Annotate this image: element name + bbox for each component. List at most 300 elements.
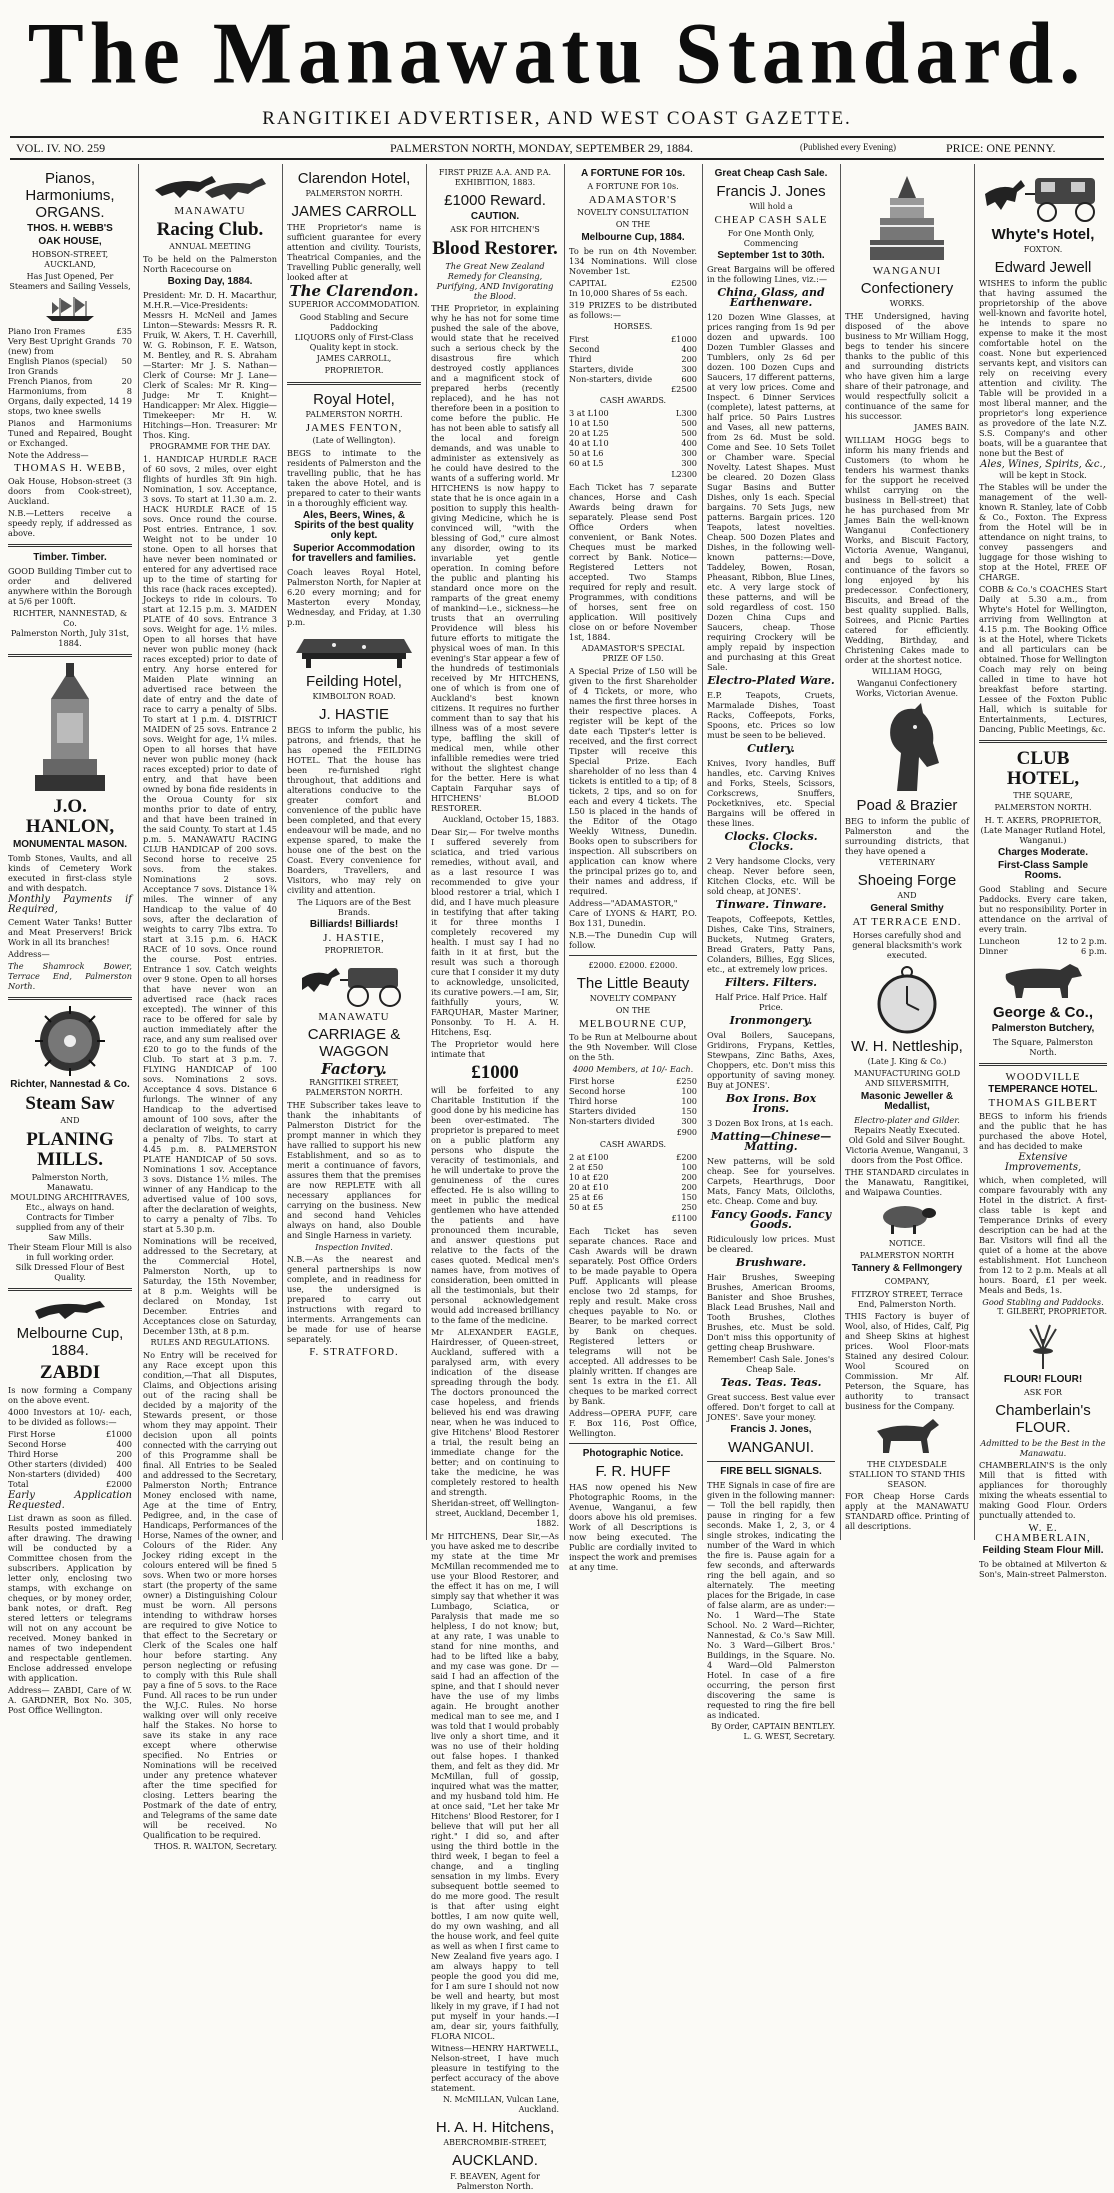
confectionery-heading: Confectionery xyxy=(860,280,954,297)
royal-place: PALMERSTON NORTH. xyxy=(305,410,403,419)
hogg-signature-works: Wanganui Confectionery Works, Victorian Avenue. xyxy=(855,679,959,698)
saw-heading-2: PLANING MILLS. xyxy=(26,1129,114,1170)
beauty-on: ON THE xyxy=(615,1006,651,1015)
list-item: First Horse £1000 xyxy=(8,1429,132,1439)
jones-clocks-text: 2 Very handsome Clocks, very cheap. Never before seen, Kitchen Clocks, etc. Will be sold cheap, at JONES'. xyxy=(707,856,835,896)
list-item: Third Horse 200 xyxy=(8,1449,132,1459)
fire-text: THE Signals in case of fire are given in the following manner:— Toll the bell rapidly, then pause in ringing for a few seconds. Make 1, 2, 3, or 4 single strokes, indicating the number of the Ward in which the fire is. Pause again for a few seconds, and afterwards ring the bell again, and so alternately. The meeting places for the Brigade, in case of false alarm, are as under:— No. 1 Ward—The State School. No. 2 Ward—Richter, Nannestad, & Co.'s Saw Mill. No. 3 Ward—Gilbert Bros.' Buildings, in the Square. No. 4 Ward—Old Palmerston Hotel. In case of a fire occurring, the person first discovering the same is requested to ring the fire bell as indicated. xyxy=(707,1480,835,1720)
nettleship-repairs: Repairs Neatly Executed. xyxy=(854,1125,960,1135)
draught-horse-illustration xyxy=(867,1415,947,1455)
jones-tinware-text: Teapots, Coffeepots, Kettles, Dishes, Cake Tins, Strainers, Buckets, Nutmeg Graters, Bread Graters, Patty Pans, Colanders, Billies, Egg Slices, etc., at extremely low prices. xyxy=(707,914,835,974)
blood-reward: £1000 Reward. xyxy=(444,192,546,209)
newspaper-title: The Manawatu Standard. xyxy=(27,4,1087,103)
woodville-text-2: which, when completed, will compare favourably with any Hotel in the district. A first-class table is kept and Temperance Drinks of every description can be had at the Bar. Visitors will find all the quiet of a home at the above establishment. Hot Luncheon from 12 to 2 p.m. Meals at all hours. Board, £1 per week. Meals and Beds, 1s. xyxy=(979,1175,1107,1295)
masthead xyxy=(0,0,1114,155)
list-item: Luncheon 12 to 2 p.m. xyxy=(979,936,1107,946)
jones-matting-heading: Matting—Chinese—Matting. xyxy=(710,1130,832,1153)
list-item: 2 at £100 £200 xyxy=(569,1152,697,1162)
beauty-banner: £2000. £2000. £2000. xyxy=(588,961,678,970)
saw-contracts: Contracts for Timber supplied from any of their Saw Mills. xyxy=(15,1212,124,1242)
whyte-stables: The Stables will be under the management of the well-known R. Stanley, late of Cobb & Co., Foxton. The Express from the Hotel will be in attendance on night trains, to convey passengers and luggage for those wishing to stop at the Hotel, FREE OF CHARGE. xyxy=(979,482,1107,582)
blood-text: THE Proprietor, in explaining why he has not for some time pushed the sale of the above, would state that he received such a serious check by the disastrous fire which destroyed costly appliances and a magnificent stock of prepared herbs (recently replaced), and he has not therefore been in a position to come before the public. He has not been able to satisfy all the local and foreign demands, and was unable to administer as extensively as he could have desired to the wants of a suffering world. Mr HITCHENS is now happy to state that he is once again in a position to supply this health-giving Medicine, which he is convinced will, "with the blessing of God," cure almost any disorder, owing to its invariable yet gentle operation. In coming before the public and planting his standard once more on the ramparts of the great enemy of mankind—i.e., sickness—he trusts that an overruling Providence will bless his future efforts to mitigate the physical woes of man. In this evening's Star appear a few of the hundreds of testimonials received by Mr HITCHENS, one of which is from one of Auckland's best known citizens. It requires no further comment than to say that his illness was of a most severe type, baffling the skill of medical men, while other infallible remedies were tried without the slightest change for the better. Here is what Captain Farquhar says of HITCHENS' BLOOD RESTORER. xyxy=(431,303,559,813)
list-item: 50 at £5 250 xyxy=(569,1202,697,1212)
adamastor-special: A Special Prize of L50 will be given to the first Shareholder of 4 Tickets, or more, who names the first three horses in their respective places. A register will be kept of the date each Tipster's letter is received, and the first correct Tipster will receive this Special Prize. Each shareholder of no less than 4 tickets is entitled to a tip; of 8 tickets, 2 tips, and so on for each and every 4 tickets. The L50 is placed in the hands of the Editor of the Otago Weekly Witness, Dunedin. Books open to subscribers for inspection. All subscribers on application can know where the principal prizes go to, and their names and address, if required. xyxy=(569,666,697,896)
poad-brazier-and: AND xyxy=(897,891,917,900)
club-times xyxy=(979,936,1107,956)
webb-heading: Pianos, Harmoniums, ORGANS. xyxy=(25,170,115,221)
nettleship-plater: Electro-plater and Gilder. xyxy=(854,1115,960,1125)
woodville-improvements: Extensive Improvements, xyxy=(1004,1152,1082,1173)
clarendon-signature-title: PROPRIETOR. xyxy=(324,366,384,375)
nettleship-late: (Late J. King & Co.) xyxy=(867,1057,947,1066)
nettleship-trade: MANUFACTURING GOLD AND SILVERSMITH, xyxy=(853,1069,961,1088)
jones-teas-text: Great success. Best value ever offered. Don't forget to call at JONES'. Save your money. xyxy=(707,1392,835,1422)
column-1 xyxy=(4,164,136,1715)
webb-tuning: Pianos and Harmoniums Tuned and Repaired, Bought or Exchanged. xyxy=(8,418,132,448)
carriage-factory: Factory. xyxy=(321,1060,387,1078)
list-item: 20 at L25 500 xyxy=(569,428,697,438)
racing-programme: PROGRAMME FOR THE DAY. xyxy=(149,442,271,451)
timber-heading: Timber. Timber. xyxy=(33,552,107,563)
clarendon-signature: JAMES CARROLL, xyxy=(316,354,392,363)
blood-testimonial: Dear Sir,— For twelve months I suffered severely from sciatica, and tried various remedies, without avail, and as a last resource I was recommended to give your blood restorer a trial, which I did, and I have much pleasure in testifying that after taking it for three months I completely recovered my health. I must say I had no faith in it at first, but the result was such a thorough cure that I consider it my duty to acknowledge, unsolicited, its curative powers.—I am, Sir, faithfully yours, W. FARQUHAR, Master Mariner, Ponsonby. To H. A. H. Hitchens, Esq. xyxy=(431,827,559,1037)
jones-will: Will hold a xyxy=(749,202,793,211)
saw-place: Palmerston North, Manawatu. xyxy=(31,1172,109,1192)
clarendon-liquors: LIQUORS only of First-Class Quality kept in stock. xyxy=(294,332,414,352)
club-late: (Late Manager Rutland Hotel, Wanganui.) xyxy=(980,825,1106,845)
billiard-table-illustration xyxy=(294,631,414,669)
carriage-heading: CARRIAGE & WAGGON xyxy=(307,1026,401,1060)
list-item: Harmoniums, from 8 xyxy=(8,386,132,396)
adamastor-prizes-intro: 319 PRIZES to be distributed as follows:— xyxy=(569,300,697,320)
poad-brazier-forge: Shoeing Forge xyxy=(857,872,957,889)
jones-sale-heading: Great Cheap Cash Sale. xyxy=(714,168,828,179)
wedding-cake-illustration xyxy=(862,170,952,262)
list-item: English Pianos (special) Iron Grands 50 xyxy=(8,356,132,376)
jones-matting-text: New patterns, will be sold cheap. See for yourselves. Carpets, Hearthrugs, Door Mats, Fancy Mats, Oilcloths, etc. Cheap. Come and buy. xyxy=(707,1156,835,1206)
racing-heading: Racing Club. xyxy=(156,219,264,240)
horse-cards: FOR Cheap Horse Cards apply at the MANAWATU STANDARD office. Printing of all descriptions. xyxy=(845,1491,969,1531)
jones-name: Francis J. Jones xyxy=(716,183,826,200)
poad-brazier-place: AT TERRACE END. xyxy=(852,916,962,928)
standard-circulation: THE STANDARD circulates in the Manawatu, Rangitikei, and Waipawa Counties. xyxy=(845,1167,969,1197)
beauty-company: NOVELTY COMPANY xyxy=(589,994,677,1003)
list-item: French Pianos, from 20 xyxy=(8,376,132,386)
column-3 xyxy=(282,164,425,1540)
flour-admitted: Admitted to be the Best in the Manawatu. xyxy=(980,1438,1106,1458)
webb-note: Note the Address— xyxy=(8,450,89,460)
hogg-signature: WILLIAM HOGG, xyxy=(871,667,943,676)
sheep-illustration xyxy=(877,1201,937,1235)
list-item: 50 at L6 300 xyxy=(569,448,697,458)
photo-heading: Photographic Notice. xyxy=(582,1448,684,1459)
beauty-total-2: £1100 xyxy=(671,1214,697,1223)
nettleship-jeweller: Masonic Jeweller & Medallist, xyxy=(860,1091,954,1112)
flour-mill: Feilding Steam Flour Mill. xyxy=(982,1545,1104,1556)
clarendon-stabling: Good Stabling and Secure Paddocking xyxy=(299,312,409,332)
hanlon-trade: MONUMENTAL MASON. xyxy=(12,839,128,850)
poad-brazier-veterinary: VETERINARY xyxy=(879,858,935,867)
clarendon-place: PALMERSTON NORTH. xyxy=(305,189,403,198)
jones-ironmongery-heading: Ironmongery. xyxy=(729,1014,813,1027)
feilding-signature-title: PROPRIETOR. xyxy=(324,946,384,955)
feilding-billiards: Billiards! Billiards! xyxy=(309,919,399,930)
cup-investors: 4000 Investors at 10/- each, to be divided as follows:— xyxy=(8,1407,132,1427)
list-item: Third horse 100 xyxy=(569,1096,697,1106)
list-item: 25 at £6 150 xyxy=(569,1192,697,1202)
carriage-text: THE Subscriber takes leave to thank the inhabitants of Palmerston District for the prompt manner in which they have rallied to support his new Establishment, and so as to merit a continuance of favors, assures them that the premises are now REPLETE with all necessary appliances for carrying on the business. New and second hand Vehicles always on hand, also Double and Single Harness in variety. xyxy=(287,1100,421,1240)
sailing-ship-illustration xyxy=(40,296,100,322)
jones-filters-heading: Filters. Filters. xyxy=(725,976,817,989)
monument-illustration xyxy=(25,663,115,793)
list-item: Second 400 xyxy=(569,344,697,354)
cup-heading: Melbourne Cup, 1884. xyxy=(16,1325,124,1359)
list-item: 40 at L10 400 xyxy=(569,438,697,448)
timber-date: Palmerston North, July 31st, 1884. xyxy=(10,628,130,648)
webb-text: Has Just Opened, Per Steamers and Sailing Vessels, xyxy=(9,272,131,291)
jones-intro: For One Month Only, Commencing xyxy=(727,228,815,248)
beauty-cash-heading: CASH AWARDS. xyxy=(599,1140,667,1149)
volume-number: VOL. IV. NO. 259 xyxy=(16,141,106,155)
racing-officers: President: Mr. D. H. Macarthur, M.H.R.—Vice-Presidents: Messrs H. McNeil and James Linton—Stewards: Messrs R. R. Fruik, W. Akers, T. H. Caverhill, W. G. Robinson, F. E. Watson, M. Bentley, and R. S. Abraham—Starter: Mr J. S. Nathan—Clerk of Course: Mr J. Lane—Clerk of Scales: Mr R. King—Judge: Mr T. Knight—Handicapper: Mr Alex. Higgie—Timekeeper: Mr H. W. Hitchings—Hon. Treasurer: Mr Thos. King. xyxy=(143,290,277,440)
confectionery-wanganui: WANGANUI xyxy=(872,265,942,277)
adamastor-address: Address—"ADAMASTOR," Care of LYONS & HART, P.O. Box 131, Dunedin. xyxy=(569,898,697,928)
jones-electro-heading: Electro-Plated Ware. xyxy=(707,674,835,687)
jones-box-heading: Box Irons. Box Irons. xyxy=(725,1092,817,1115)
blood-signature-street: ABERCROMBIE-STREET, xyxy=(443,2138,547,2147)
whyte-ales: Ales, Wines, Spirits, &c., xyxy=(980,459,1106,470)
adamastor-horses-list xyxy=(569,334,697,394)
racing-horses-illustration xyxy=(150,170,270,202)
club-city: PALMERSTON NORTH. xyxy=(994,803,1092,812)
list-item: 2 at £50 100 xyxy=(569,1162,697,1172)
jones-cutlery-text: Knives, Ivory handles, Buff handles, etc. Carving Knives and Forks, Steels, Scissors, Corkscrews, Snuffers, Pocketknives, etc. Special Bargains will be offered in these lines. xyxy=(707,758,835,828)
column-4 xyxy=(426,164,563,2191)
royal-proprietor: JAMES FENTON, xyxy=(305,422,403,434)
beauty-cup: MELBOURNE CUP, xyxy=(578,1018,688,1030)
royal-text: BEGS to intimate to the residents of Palmerston and the travelling public, that he has taken the above Hotel, and is prepared to cater to their wants in a thoroughly efficient way. xyxy=(287,448,421,508)
adamastor-capital xyxy=(569,278,697,298)
racing-races: 1. HANDICAP HURDLE RACE of 60 sovs, 2 miles, over eight flights of hurdles 3ft 9in high. Nomination, 1 sov. Acceptance, 3 sovs. To start at 11.30 a.m. 2. HACK HURDLE RACE of 15 sovs. Once round the course. Post entries. Entrance, 1 sov. Weight not to be under 10 stone. Open to all horses that have never been nominated or entered for any advertised race up to the time of starting for this race (hack races excepted). Jockeys to ride in colours. To start at 12.15 p.m. 3. MAIDEN PLATE of 40 sovs. Entrance 3 sovs. Weight for age. 1½ miles. Open to all horses that have never won public money (hack races excepted) prior to date of entry. Any horse entered for Maiden Plate winning an advertised race between the date of entry and the date of race to carry a penalty of 5lbs. To start at 1 p.m. 4. DISTRICT MAIDEN of 25 sovs. Entrance 2 sovs. Weight for age, 1¼ miles. Open to all horses that have never won public money (hack races excepted) prior to date of entry, and that have been owned by bona fide residents in the Oroua County for six months prior to date of entry, and that have been trained in the said County. To start at 1.45 p.m. 5. MANAWATU RACING CLUB HANDICAP of 200 sovs. Second horse to receive 25 sovs. from the stakes. Nominations 2 sovs. Acceptance 7 sovs. Distance 1¾ miles. The winner of any Handicap to the value of 40 sovs, after the declaration of weights to carry 7lbs extra. To start at 3.15 p.m. 6. HACK RACE of 10 sovs. Once round the course. Post entries. Entrance 1 sov. Catch weights over 9 stone. Open to all horses that have never won an advertised race (hack races excepted). The winner of this race to be offered for sale by auction immediately after the race, and any sum realised over £20 to go to the funds of the Club. To start at 3 p.m. 7. FLYING HANDICAP of 100 sovs. Nominations 2 sovs. Acceptance 4 sovs. Distance 6 furlongs. The winner of any Handicap to the advertised amount of 100 sovs, after the declaration of weights, to carry a penalty of 7lbs. To start at 4.45 p.m. 8. PALMERSTON PLATE HANDICAP of 50 sovs. Nominations 1 sov. Acceptance 3 sovs. Distance 1½ miles. The winner of any Handicap to the advertised value of 100 sovs, after the declaration of weights, to carry a penalty of 7lbs. To start at 5.30 p.m. xyxy=(143,454,277,1234)
list-item: First horse £250 xyxy=(569,1076,697,1086)
blood-nicol: Mr HITCHENS, Dear Sir,—As you have asked me to describe my state at the time Mr McMillan recommended me to use your Blood Restorer, and the effect it has on me, I will simply say that whether it was Lumbago, Sciatica, or Paralysis that made me so helpless, I do not know; but, at any rate, I was unable to stand for nine months, and had to be lifted like a baby, and my case was gone. Dr — said I had an affection of the spine, and that I should never have the use of my limbs again. He brought another medical man to see me, and I was told that I would probably live only a short time, and it was no use of their holding out false hopes. I thanked them, and felt as they did. Mr McMillan, full of gossip, inquired what was the matter, and my husband told him. He at once said, "Let her take Mr Hitchens' Blood Restorer, for I believe that will put her all right." I did so, and after using the third bottle in the third week, I began to feel a change, and a tingling sensation in my limbs. Every subsequent bottle seemed to do me more good. The result is that after using eight bottles, I am now quite well, do my own washing, and all the house work, and feel quite as well as when I first came to New Zealand five years ago. I am always happy to tell people the good you did me, for I am sure I should not now be well and hearty, but most likely in my grave, if I had not put myself in your hands.—I am, dear sir, yours faithfully, FLORA NICOL. xyxy=(431,1531,559,2041)
george-heading: George & Co., xyxy=(992,1004,1093,1021)
list-item: £2500 xyxy=(670,384,697,394)
racing-rules: No Entry will be received for any Race except upon this condition,—That all Disputes, Claims, and Objections arising out of the racing shall be decided by a majority of the Stewards present, or those whom they may appoint. Their decision upon all points connected with the carrying out of this Programme shall be final. All Entries to be Sealed and addressed to the Secretary, Palmerston North; Entrance Money enclosed with name, Age at the time of Entry, Pedigree, and, in the case of Handicaps, Performances of the Horse, Names of the owner, and Colours of the Rider. Any Jockey riding except in the colours entered will be fined 5 sovs. When two or more horses start (the property of the same owner) a Distinguishing Colour must be worn. All persons intending to withdraw horses are required to give Notice to that effect to the Secretary or Clerk of the Scales one half hour before starting. Any person neglecting or refusing to comply with this Rule shall pay a fine of 5 sovs. to the Race Fund. All races to be run under the W.J.C. Rules. No horse walking over will only receive half the Stakes. No horse to save its stake in any race except where otherwise specified. No Entries or Nominations will be received under any pretence whatever after the time specified for closing. Letters bearing the Postmark of the date of entry, and Telegrams of the same date will be received. No Qualification to be required. xyxy=(143,1350,277,1840)
list-item: Starters divided 150 xyxy=(569,1106,697,1116)
jones-brush-text: Hair Brushes, Sweeping Brushes, American Brooms, Banister and Shoe Brushes, Black Lead Brushes, Nail and Tooth Brushes, Clothes Brushes, etc. Must be sold. Don't miss this opportunity of getting cheap Brushware. xyxy=(707,1272,835,1352)
jones-clocks-heading: Clocks. Clocks. Clocks. xyxy=(724,830,818,853)
blood-witness-signature: N. McMILLAN, Vulcan Lane, Auckland. xyxy=(442,2095,559,2114)
list-item: 20 at £10 200 xyxy=(569,1182,697,1192)
adamastor-special-heading: ADAMASTOR'S SPECIAL PRIZE OF L50. xyxy=(581,644,685,663)
feilding-signature: J. HASTIE, xyxy=(323,932,385,944)
issue-date: PALMERSTON NORTH, MONDAY, SEPTEMBER 29, 1884. xyxy=(390,141,693,155)
woodville-text: BEGS to inform his friends and the public that he has purchased the above Hotel, and has decided to make xyxy=(979,1111,1107,1151)
feilding-text: BEGS to inform the public, his patrons, and friends, that he has opened the FEILDING HOTEL. That the house has been re-furnished right throughout, that additions and alterations conducive to the greater comfort and convenience of the public have been completed, and that every endeavour will be made, and no expense spared, to make the house one of the best on the Coast. Every convenience for Boarders, Travellers, and Visitors, who may rely on civility and attention. xyxy=(287,725,421,895)
blood-intimates: The Proprietor would here intimate that xyxy=(431,1039,559,1059)
saw-silk: Silk Dressed Flour of Best Quality. xyxy=(15,1262,125,1282)
club-proprietor: H. T. AKERS, PROPRIETOR, xyxy=(984,815,1102,825)
list-item: Second horse 100 xyxy=(569,1086,697,1096)
beauty-cash-list xyxy=(569,1152,697,1212)
jones-china-heading: China, Glass, and Earthenware. xyxy=(717,286,825,309)
racing-day: Boxing Day, 1884. xyxy=(167,276,253,287)
carriage-illustration xyxy=(294,960,414,1008)
tannery-text: THIS Factory is buyer of Wool, also, of Hides, Calf, Pig and Sheep Skins at highest prices. Wool Floor-mats Stained any desired Colour. Wool Scoured on Commission. Mr Alf. Peterson, the Square, has authority to transact business for the Company. xyxy=(845,1311,969,1411)
list-item: In 10,000 Shares of 5s each. xyxy=(569,288,688,298)
feilding-liquors: The Liquors are of the Best Brands. xyxy=(297,897,411,917)
list-item: 10 at £20 200 xyxy=(569,1172,697,1182)
photo-name: F. R. HUFF xyxy=(595,1463,671,1480)
list-item: First £1000 xyxy=(569,334,697,344)
jones-brush-heading: Brushware. xyxy=(735,1256,807,1269)
poad-brazier-smithy: General Smithy xyxy=(870,903,944,914)
webb-price-list xyxy=(8,326,132,416)
list-item: 60 at L5 300 xyxy=(569,458,697,468)
nettleship-gold: Old Gold and Silver Bought. xyxy=(848,1135,966,1145)
adamastor-consult: NOVELTY CONSULTATION xyxy=(577,208,689,217)
saw-moulding: MOULDING ARCHITRAVES, Etc., always on hand. xyxy=(10,1192,130,1212)
tannery-notice: NOTICE. xyxy=(888,1239,926,1248)
flour-agent: To be obtained at Milverton & Son's, Main-street Palmerston. xyxy=(979,1559,1107,1579)
list-item: Non-starters, divide 600 xyxy=(569,374,697,384)
list-item: Non-starters divided 300 xyxy=(569,1116,697,1126)
whyte-text: WISHES to inform the public that having assumed the proprietorship of the above well-known and favorite hotel, he intends to spare no expense to make it the most comfortable hotel on the coast. None but experienced servants kept, and visitors can rely on receiving every attention and civility. The Table will be provided in a most liberal manner, and the proprietor's long experience as provedore of the late N.Z. S.S. Company's and other boats, will be a guarantee that none but the Best of xyxy=(979,278,1107,458)
column-8 xyxy=(974,164,1111,1579)
webb-address: HOBSON-STREET, AUCKLAND, xyxy=(31,250,109,269)
list-item: Total £2000 xyxy=(8,1479,132,1489)
adamastor-on: ON THE xyxy=(615,220,651,229)
blood-signature-city: AUCKLAND. xyxy=(452,2152,538,2169)
flour-heading: FLOUR! FLOUR! xyxy=(1003,1374,1083,1385)
list-item: 3 at L100 L300 xyxy=(569,408,697,418)
webb-signature-address: Oak House, Hobson-street (3 doors from Cook-street), Auckland. xyxy=(8,476,132,506)
tannery-heading: Tannery & Fellmongery xyxy=(851,1263,963,1274)
column-7 xyxy=(840,164,973,1540)
carriage-inspection: Inspection Invited. xyxy=(315,1242,393,1252)
horse-head-illustration xyxy=(867,703,947,793)
nettleship-name: W. H. Nettleship, xyxy=(851,1038,963,1055)
jones-remember: Remember! Cash Sale. Jones's Cheap Sale. xyxy=(707,1354,835,1374)
racing-rules-heading: RULES AND REGULATIONS. xyxy=(150,1338,270,1347)
timber-text: GOOD Building Timber cut to order and delivered anywhere within the Borough at 5/6 per 100ft. xyxy=(8,566,132,606)
cup-name: ZABDI xyxy=(39,1362,101,1383)
whyte-kept: will be kept in Stock. xyxy=(999,470,1087,480)
clarendon-hotel-name: The Clarendon. xyxy=(289,282,419,300)
ox-illustration xyxy=(998,960,1088,1000)
saw-flour: Their Steam Flour Mill is also in full working order. xyxy=(8,1242,132,1262)
racehorse-illustration xyxy=(25,1297,115,1321)
cobb-coaches: COBB & Co.'s COACHES Start Daily at 5.30 a.m., from Whyte's Hotel for Wellington, arriving from Wellington at 4.15 p.m. The Booking Office is at the Hotel, where Tickets and all particulars can be obtained. Those for Wellington Coach may rely on being called in time to have hot breakfast before starting. Lessee of the Foxton Public Hall, which is suitable for Entertainments, Lectures, Dancing, Public Meetings, &c. xyxy=(979,584,1107,734)
column-2 xyxy=(138,164,281,1851)
jones-sale: CHEAP CASH SALE xyxy=(714,214,828,226)
club-heading: CLUB HOTEL, xyxy=(1006,748,1080,789)
royal-coach: Coach leaves Royal Hotel, Palmerston North, for Napier at 6.20 every morning; and for Masterton every Monday, Wednesday, and Friday, at 1.30 p.m. xyxy=(287,567,421,627)
jones-bargains: Great Bargains will be offered in the following Lines, viz.:— xyxy=(707,264,835,284)
adamastor-nb: N.B.—The Dunedin Cup will follow. xyxy=(569,930,697,950)
hanlon-tanks: Cement Water Tanks! Butter and Meat Preservers! Brick Work in all its branches! xyxy=(8,917,132,947)
webb-name: THOS. H. WEBB'S xyxy=(27,223,113,234)
saw-heading: Steam Saw xyxy=(25,1093,115,1114)
poad-brazier-horses: Horses carefully shod and general blacksmith's work executed. xyxy=(852,930,962,960)
column-5 xyxy=(564,164,701,1572)
club-text: Good Stabling and Secure Paddocks. Every care taken, but no responsibility. Porter in attendance on the arrival of every train. xyxy=(979,884,1107,934)
blood-thousand: £1000 xyxy=(471,1062,519,1083)
poad-brazier-text: BEG to inform the public of Palmerston and the surrounding districts, that they have opened a xyxy=(845,816,969,856)
adamastor-horses-heading: HORSES. xyxy=(613,322,653,331)
whyte-place: FOXTON. xyxy=(1023,245,1063,254)
adamastor-text: Each Ticket has 7 separate chances, Horse and Cash Awards being drawn for separately. Please send Post Office Orders when convenient, or Bank Notes. Cheques must be marked correct by Bank. Notice—Registered Letters not accepted. Two Stamps required for reply and result. Programmes, with conditions of horses, sent free on application. Will positively close on or before November 1st, 1884. xyxy=(569,482,697,642)
blood-date: Auckland, October 15, 1883. xyxy=(442,815,559,824)
george-address: The Square, Palmerston North. xyxy=(992,1037,1093,1057)
adamastor-cash-total: L2300 xyxy=(671,470,697,479)
list-item: Starters, divide 300 xyxy=(569,364,697,374)
adamastor-cup: Melbourne Cup, 1884. xyxy=(581,232,685,243)
racing-signature: THOS. R. WALTON, Secretary. xyxy=(153,1842,277,1851)
royal-heading: Royal Hotel, xyxy=(313,391,395,408)
pocket-watch-illustration xyxy=(875,964,939,1034)
beauty-text: Each Ticket has seven separate chances. Race and Cash Awards will be drawn separately. Post Office Orders to be made payable to Opera Puff. Applicants will please enclose two 2d stamps, for reply and result. Make cross cheques payable to No. or Bearer, to be marked correct by Bank on cheques. Registered letters or telegrams will not be accepted. All addresses to be plainly written. If changes are sent 1s extra in the £1. All cheques to be marked correct by Bank. xyxy=(569,1226,697,1406)
jones-dates: September 1st to 30th. xyxy=(717,250,825,261)
saw-firm: Richter, Nannestad & Co. xyxy=(10,1079,130,1090)
woodville-heading: WOODVILLE xyxy=(1005,1071,1081,1083)
jones-fancy-heading: Fancy Goods. Fancy Goods. xyxy=(710,1208,832,1231)
jones-electro-text: E.P. Teapots, Cruets, Marmalade Dishes, Toast Racks, Coffeepots, Forks, Spoons, etc. Prices so low must be seen to be believed. xyxy=(707,690,835,740)
saw-blade-illustration xyxy=(35,1006,105,1076)
poad-brazier-heading: Poad & Brazier xyxy=(856,797,958,814)
stallion-notice: THE CLYDESDALE STALLION TO STAND THIS SEASON. xyxy=(848,1459,966,1489)
jones-signature: Francis J. Jones, xyxy=(730,1424,812,1435)
hanlon-address-label: Address— xyxy=(8,949,50,959)
jones-tinware-heading: Tinware. Tinware. xyxy=(715,898,827,911)
blood-witness: Witness—HENRY HARTWELL, Nelson-street, I have much pleasure in testifying to the perfect accuracy of the above statement. xyxy=(431,2043,559,2093)
bain-signature: JAMES BAIN. xyxy=(914,423,969,432)
royal-superior: Superior Accommodation for travellers and families. xyxy=(292,543,416,564)
fire-signature: By Order, CAPTAIN BENTLEY. L. G. WEST, Secretary. xyxy=(711,1722,835,1741)
list-item: CAPITAL £2500 xyxy=(569,278,697,288)
wheat-sheaf-illustration xyxy=(1018,1321,1068,1371)
beauty-heading: The Little Beauty xyxy=(576,975,690,992)
blood-ask: ASK FOR HITCHEN'S xyxy=(450,225,540,234)
flour-ask: ASK FOR xyxy=(1024,1388,1062,1397)
webb-nb: N.B.—Letters receive a speedy reply, if addressed as above. xyxy=(8,508,132,538)
racing-nominations: Nominations will be received, addressed to the Secretary, at the Commercial Hotel, Palmerston North, up to Saturday, the 15th November, at 8 p.m. Weights will be declared on Monday, 1st December. Entries and Acceptances close on Saturday, December 13th, at 8 p.m. xyxy=(143,1236,277,1336)
racing-intro: To be held on the Palmerston North Racecourse on xyxy=(143,254,277,274)
blood-eagle-signature: Sheridan-street, off Wellington-street, Auckland, December 1, 1882. xyxy=(431,1499,559,1528)
fortune-heading: A FORTUNE FOR 10s. xyxy=(580,168,686,179)
hanlon-name: J.O. HANLON, xyxy=(25,796,115,837)
club-place: THE SQUARE, xyxy=(1013,791,1073,800)
feilding-proprietor: J. HASTIE xyxy=(318,706,389,723)
woodville-hotel: TEMPERANCE HOTEL. xyxy=(988,1084,1098,1095)
beauty-total-1: £900 xyxy=(676,1128,697,1137)
blood-caution: CAUTION. xyxy=(470,211,520,222)
cup-body: List drawn as soon as filled. Results posted immediately after drawing. The drawing will be conducted by a Committee chosen from the subscribers. Application by letter only, enclosing two stamps, with exchange on cheques, or by money order, bank notes, or draft. Reg stered letters or telegrams will not on any account be received. Money banked in names of two independent and respectable gentlemen. Enclose addressed envelope with application. xyxy=(8,1513,132,1683)
flour-signature: W. E. CHAMBERLAIN, xyxy=(995,1522,1091,1544)
hogg-text: WILLIAM HOGG begs to inform his many friends and Customers (to whom he tenders his warmest thanks for the support he received whilst carrying on the business in Bell-street) that he has purchased from Mr James Bain the well-known Wanganui Confectionery Works, and Biscuit Factory, Victoria Avenue, Wanganui, and begs to solicit a continuance of the favors so long enjoyed by his predecessor. Confectionery, Biscuits, and Bread of the best quality supplied. Balls, Soirees, and Picnic Parties catered for efficiently. Wedding, Birthday, and Christening Cakes made to order at the shortest notice. xyxy=(845,435,969,665)
list-item: Other starters (divided) 400 xyxy=(8,1459,132,1469)
cup-early: Early Application Requested. xyxy=(8,1490,132,1511)
blood-signature: H. A. H. Hitchens, xyxy=(435,2119,555,2136)
jones-cutlery-heading: Cutlery. xyxy=(747,742,795,755)
list-item: Third 200 xyxy=(569,354,697,364)
confectionery-works: WORKS. xyxy=(889,299,925,308)
list-item: Organs, daily expected, 14 stops, two knee swells 19 xyxy=(8,396,132,416)
blood-agent: F. BEAVEN, Agent for Palmerston North. xyxy=(450,2171,540,2191)
woodville-stabling: Good Stabling and Paddocks. xyxy=(982,1297,1104,1307)
jones-filters-text: Half Price. Half Price. Half Price. xyxy=(715,992,827,1012)
beauty-intro: To be Run at Melbourne about the 9th November. Will Close on the 5th. xyxy=(569,1032,697,1062)
jones-china-text: 120 Dozen Wine Glasses, at prices ranging from 1s 9d per dozen and upwards. 100 Dozen Tumbler Glasses and Tumblers, only 2s 6d per dozen. 100 Dozen Cups and Saucers, 17 different patterns, at very low prices. Come and Inspect. 6 Dinner Services (complete), latest patterns, at half price. 50 Pairs Lustres and Vases, all new patterns, from 2s 6d. Must be sold. Come and See. 10 Sets Toilet or Chamber ware. Special Novelty. Latest Shapes. Must be cleared. 20 Dozen Glass Sugar Basins and Butter Dishes, only 1s each. Special bargains. 70 Sets Jugs, new patterns. Bargain prices. 120 Teapots, latest novelties. Cheap. 500 Dozen Plates and Dishes, in the following well-known patterns:—Dove, Taddeley, Bowen, Rosan, Pheasant, Ribbon, Blue Lines, etc. A very large stock of these patterns, and will be sold regardless of cost. 150 Dozen China Cups and Saucers, cheap. Those requiring Crockery will be amply repaid by inspection and purchasing at this Great Sale. xyxy=(707,312,835,672)
racing-district: MANAWATU xyxy=(174,205,246,217)
carriage-place: RANGITIKEI STREET, PALMERSTON NORTH. xyxy=(305,1078,403,1097)
royal-ales: Ales, Beers, Wines, & Spirits of the best quality only kept. xyxy=(294,510,414,541)
feilding-heading: Feilding Hotel, xyxy=(306,673,402,690)
blood-tagline: The Great New Zealand Remedy for Cleansing, Purifying, AND Invigorating the Blood. xyxy=(436,261,554,301)
beauty-members: 4000 Members, at 10/- Each. xyxy=(572,1064,694,1074)
hanlon-monthly: Monthly Payments if Required, xyxy=(8,894,132,915)
publication-frequency: (Published every Evening) xyxy=(800,142,896,152)
whyte-proprietor: Edward Jewell xyxy=(994,259,1092,276)
issue-price: PRICE: ONE PENNY. xyxy=(946,141,1056,155)
adamastor-cash-list xyxy=(569,408,697,468)
clarendon-heading: Clarendon Hotel, xyxy=(297,170,411,187)
newspaper-subtitle: RANGITIKEI ADVERTISER, AND WEST COAST GAZETTE. xyxy=(262,108,852,129)
hanlon-address: The Shamrock Bower, Terrace End, Palmerston North. xyxy=(8,961,132,991)
list-item: Piano Iron Frames £35 xyxy=(8,326,132,336)
fortune-subheading: A FORTUNE FOR 10s. xyxy=(587,182,679,191)
beauty-address: Address—OPERA PUFF, care F. Box 116, Post Office, Wellington. xyxy=(569,1408,697,1438)
beauty-horses-list xyxy=(569,1076,697,1126)
jones-signature-city: WANGANUI. xyxy=(727,1439,815,1456)
cup-prize-list xyxy=(8,1429,132,1489)
tannery-address: FITZROY STREET, Terrace End, Palmerston North. xyxy=(851,1289,963,1309)
clarendon-proprietor: JAMES CARROLL xyxy=(291,203,417,220)
cup-text: Is now forming a Company on the above event. xyxy=(8,1385,132,1405)
tannery-place: PALMERSTON NORTH xyxy=(859,1251,955,1260)
webb-signature: THOMAS H. WEBB, xyxy=(14,462,126,474)
feilding-place: KIMBOLTON ROAD. xyxy=(312,692,396,701)
webb-house: OAK HOUSE, xyxy=(38,236,102,247)
carriage-signature: F. STRATFORD. xyxy=(309,1346,399,1358)
list-item: Very Best Upright Grands (new) from 70 xyxy=(8,336,132,356)
club-rooms: First-Class Sample Rooms. xyxy=(997,860,1089,881)
adamastor-name: ADAMASTOR'S xyxy=(588,194,678,206)
dateline-bar xyxy=(10,136,1104,160)
whyte-heading: Whyte's Hotel, xyxy=(991,226,1095,243)
jones-box-text: 3 Dozen Box Irons, at 1s each. xyxy=(707,1118,834,1128)
woodville-signature: T. GILBERT, PROPRIETOR. xyxy=(997,1307,1107,1316)
jones-ironmongery-text: Oval Boilers, Saucepans, Gridirons, Frypans, Kettles, Stewpans, Zinc Baths, Axes, Choppers, etc. Don't miss this opportunity of saving money. Buy at JONES'. xyxy=(707,1030,835,1090)
timber-signature: RICHTER, NANNESTAD, & Co. xyxy=(12,608,128,628)
racing-meeting: ANNUAL MEETING xyxy=(169,242,251,251)
cup-address: Address— ZABDI, Care of W. A. GARDNER, Box No. 305, Post Office Wellington. xyxy=(8,1685,132,1715)
royal-late: (Late of Wellington). xyxy=(312,436,396,445)
woodville-proprietor: THOMAS GILBERT xyxy=(988,1097,1098,1109)
blood-offer: will be forfeited to any Charitable Institution if the good done by his medicine has been over-estimated. The proprietor is prepared to meet on a public platform any persons who dispute the veracity of testimonials, and he will undertake to prove the genuineness of the cures effected. He is also willing to meet in public the medical gentlemen who have attended the patients and have pronounced them incurable, and answer questions put relative to the facts of the cases quoted. Medical men's names have, from motives of consideration, been omitted in all the testimonials, but their personal acknowledgement would add increased brilliancy to the fame of the medicine. xyxy=(431,1085,559,1325)
blood-eagle: Mr ALEXANDER EAGLE, Hairdresser, of Queen-street, Auckland, suffered with a paralysed arm, with every indication of the disease spreading through the body. The doctors pronounced the case hopeless, and friends believed his end was drawing near, when he was induced to give Hitchens' Blood Restorer a trial, the result being an immediate change for the better; and on continuing to take the medicine, he was completely restored to health and strength. xyxy=(431,1327,559,1497)
fire-heading: FIRE BELL SIGNALS. xyxy=(720,1466,822,1477)
tannery-company: COMPANY, xyxy=(884,1277,930,1286)
flour-brand: Chamberlain's FLOUR. xyxy=(995,1402,1091,1436)
column-6 xyxy=(702,164,839,1741)
photo-text: HAS now opened his New Photographic Rooms, in the Avenue, Wanganui, a few doors above his old premises. Work of all Descriptions is now being executed. The Public are cordially invited to inspect the work and premises at any time. xyxy=(569,1482,697,1572)
clarendon-superior: SUPERIOR ACCOMMODATION. xyxy=(288,300,420,309)
carriage-district: MANAWATU xyxy=(318,1011,390,1023)
flour-text: CHAMBERLAIN'S is the only Mill that is fitted with appliances for thoroughly mixing the wheats essential to making Good Flour. Orders punctually attended to. xyxy=(979,1460,1107,1520)
club-charges: Charges Moderate. xyxy=(997,847,1089,858)
